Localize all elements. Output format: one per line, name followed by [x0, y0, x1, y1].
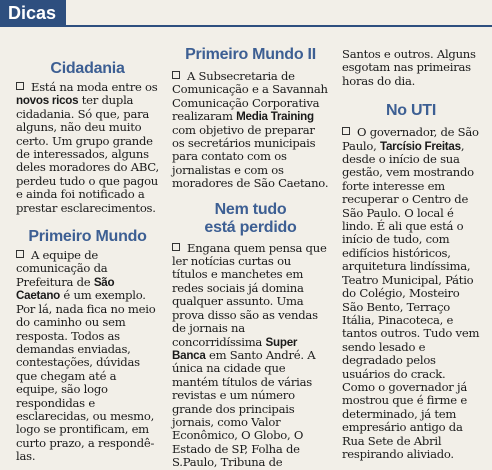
heading-nem-tudo — [172, 201, 329, 237]
text-primeiro-mundo-ii: A Subsecretaria de Comunicação e a Savannah Comunicação Corporativa realizaram Media Training com objetivo de preparar os secretários municipais para contato com os jornalistas e com os moradores de São Caetano. — [172, 69, 329, 191]
text-nem-tudo: Engana quem pensa que ler notícias curtas ou títulos e manchetes em redes sociais já domina qualquer assunto. Uma prova disso são as vendas de jornais na concorridíssima Super Banca em Santo André. A única na cidade que mantém títulos de várias revistas e um número grande dos principais jornais, como Valor Econômico, O Globo, O Estado de SP, Folha de S.Paulo, Tribuna de — [172, 240, 327, 470]
checkbox-bullet-icon — [16, 82, 24, 90]
checkbox-bullet-icon — [172, 243, 180, 251]
heading-no-uti: No UTI — [385, 102, 437, 120]
heading-nem-tudo-line1: Nem tudo — [214, 200, 287, 218]
heading-cidadania: Cidadania — [50, 60, 125, 77]
column-1 — [16, 28, 159, 464]
heading-primeiro-mundo: Primeiro Mundo — [28, 228, 147, 246]
text-primeiro-mundo: A equipe de comunicação da Prefeitura de São Caetano é um exemplo. Por lá, nada fica no meio do caminho ou sem resposta. Todos as demandas enviadas, contestações, dúvidas que chegam até a equipe, são logo respondidas e esclarecidas, ou mesmo, logo se prontificam, em curto prazo, a respondê-las. — [16, 248, 156, 464]
checkbox-bullet-icon — [16, 250, 24, 258]
text-continuation: Santos e outros. Alguns esgotam nas primeiras horas do dia. — [342, 47, 476, 88]
section-rule — [0, 25, 492, 27]
heading-primeiro-mundo-ii: Primeiro Mundo II — [185, 46, 316, 63]
section-tag: Dicas — [0, 0, 66, 27]
column-2 — [172, 28, 329, 470]
heading-nem-tudo-line2: está perdido — [204, 218, 297, 236]
checkbox-bullet-icon — [342, 127, 350, 135]
text-cidadania: Está na moda entre os novos ricos ter dupla cidadania. Só que, para alguns, não deu muito certo. Um grupo grande de interessados, alguns deles moradores do ABC, perdeu tudo o que pagou e ainda foi notificado a prestar esclarecimentos. — [16, 80, 159, 215]
column-3 — [342, 28, 480, 461]
text-no-uti: O governador, de São Paulo, Tarcísio Freitas, desde o início de sua gestão, vem mostrando forte interesse em recuperar o Centro de São Paulo. O local é lindo. É ali que está o início de tudo, com edifícios históricos, arquitetura lindíssima, Teatro Municipal, Pátio do Colégio, Mosteiro São Bento, Terraço Itália, Pinacoteca, e tantos outros. Tudo vem sendo lesado e degradado pelos usuários do crack. Como o governador já mostrou que é firme e determinado, já tem empresário antigo da Rua Sete de Abril respirando aliviado. — [342, 125, 480, 461]
checkbox-bullet-icon — [172, 71, 180, 79]
